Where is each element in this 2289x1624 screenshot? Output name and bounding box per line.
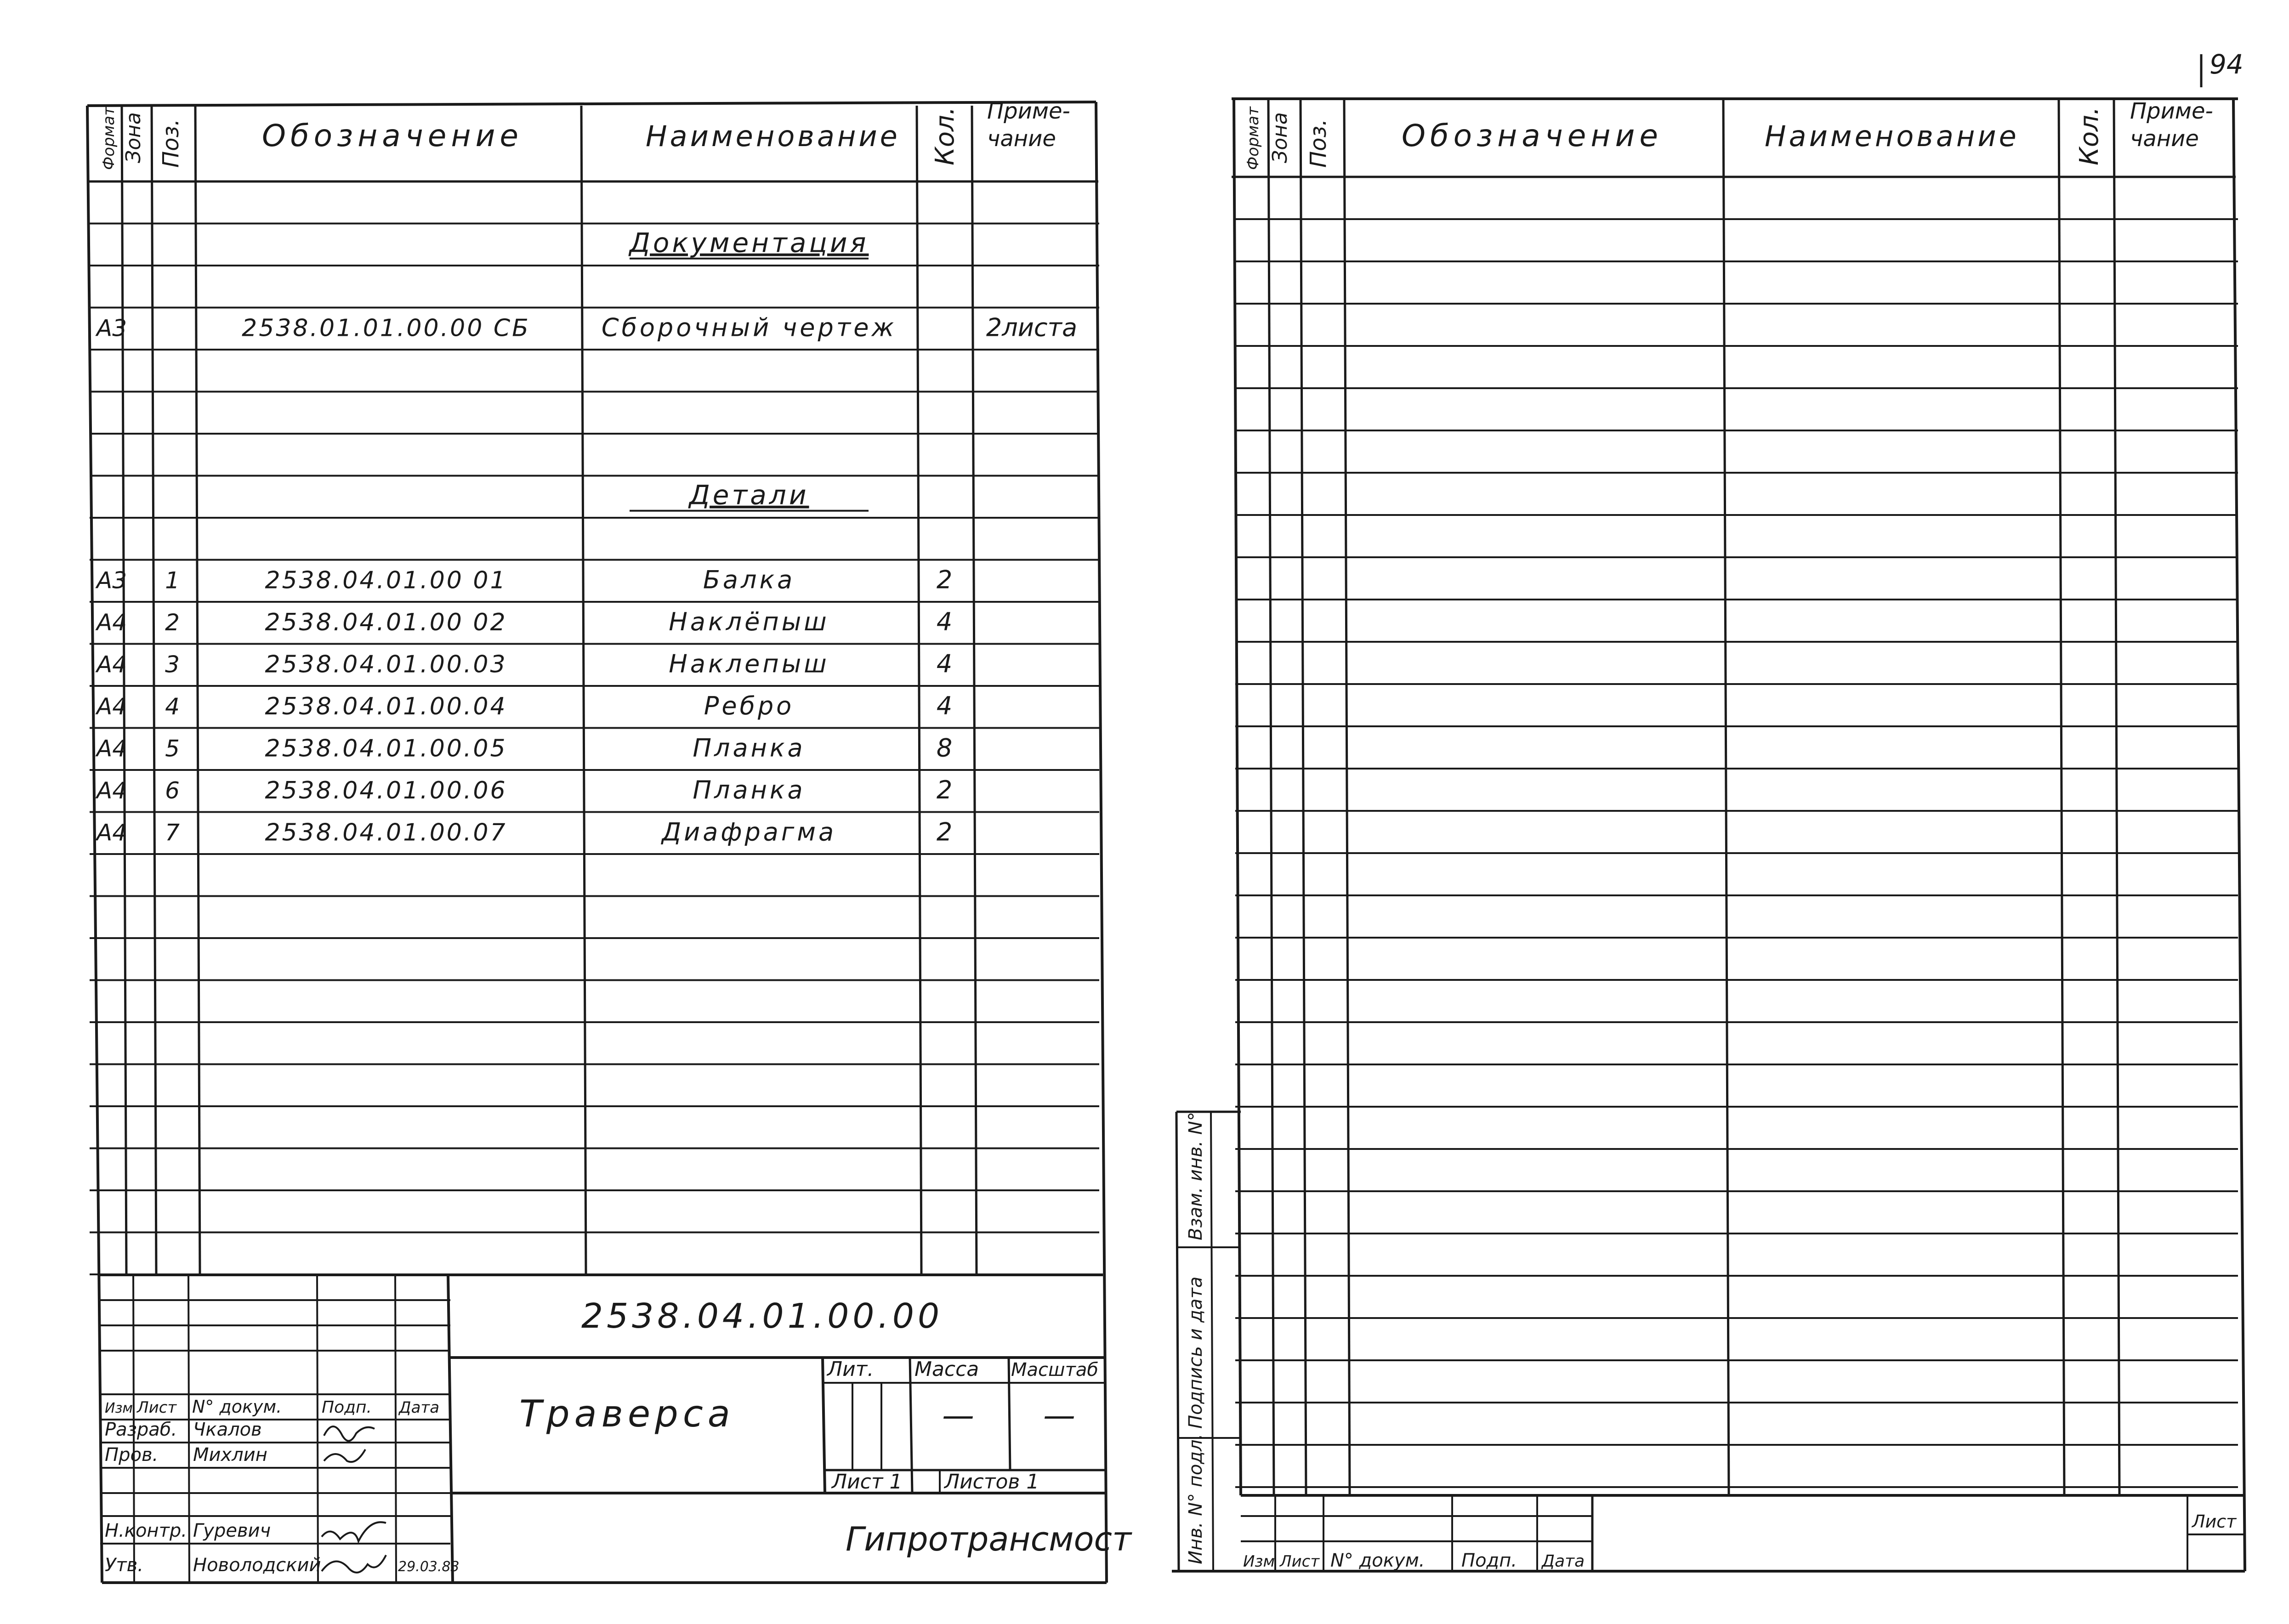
signatory-name: Гуревич <box>193 1520 271 1541</box>
cell-designation: 2538.04.01.00.05 <box>265 735 507 763</box>
tb-doc-no: N° докум. <box>192 1397 282 1417</box>
table-row <box>95 607 952 636</box>
tb-lit: Лит. <box>827 1358 874 1381</box>
organization: Гипротрансмост <box>846 1520 1132 1558</box>
cell-qty: 4 <box>936 649 953 679</box>
cell-format: А3 <box>97 315 127 342</box>
spec-rows <box>95 227 1077 847</box>
cell-pos: 2 <box>165 609 180 636</box>
tb-scale-value: — <box>1043 1397 1075 1434</box>
signatory-date: 29.03.83 <box>398 1559 460 1575</box>
right-header-name: Наименование <box>1765 119 2019 153</box>
cell-name: Наклёпыш <box>669 607 829 637</box>
table-row <box>95 650 952 679</box>
column-rule <box>1723 99 1729 1495</box>
right-header-note-line1: Приме- <box>2130 98 2213 124</box>
left-spec-sheet <box>87 98 1132 1583</box>
table-row <box>95 734 952 763</box>
right-tb-list: Лист <box>1280 1552 1320 1571</box>
cell-name: Диафрагма <box>661 817 837 847</box>
cell-designation: 2538.04.01.00.03 <box>265 651 507 679</box>
table-row <box>95 775 952 804</box>
cell-pos: 4 <box>165 693 180 720</box>
side-label-vzam: Взам. инв. N° <box>1185 1112 1206 1240</box>
column-rule <box>122 106 126 1275</box>
header-designation: Обозначение <box>262 118 523 153</box>
signatory-row <box>105 1520 271 1541</box>
right-tb-izm: Изм <box>1243 1552 1275 1571</box>
signatory-row <box>105 1419 262 1440</box>
header-note-line2: чание <box>987 126 1056 152</box>
tb-sheet: Лист 1 <box>832 1470 903 1494</box>
column-rule <box>917 106 921 1275</box>
right-tb-doc-no: N° докум. <box>1330 1550 1425 1571</box>
cell-qty: 2 <box>936 775 953 805</box>
cell-designation: 2538.04.01.00 01 <box>265 566 507 594</box>
cell-pos: 6 <box>165 777 180 804</box>
tb-scale: Масштаб <box>1011 1359 1099 1381</box>
cell-designation: 2538.01.01.00.00 СБ <box>242 314 530 342</box>
table-row <box>630 480 869 511</box>
tb-mass: Масса <box>914 1358 979 1381</box>
header-qty: Кол. <box>930 107 960 165</box>
cell-name: Сборочный чертеж <box>601 313 897 342</box>
document-title: Траверса <box>519 1392 735 1435</box>
right-header-note-line2: чание <box>2130 126 2199 152</box>
cell-format: А4 <box>97 651 127 678</box>
header-note-line1: Приме- <box>987 98 1070 124</box>
table-row <box>95 566 952 594</box>
side-stamp <box>1176 1112 1241 1571</box>
right-spec-sheet <box>1172 98 2245 1571</box>
cell-format: А4 <box>97 693 127 720</box>
tb-izm: Изм <box>105 1400 133 1416</box>
cell-qty: 4 <box>936 607 953 637</box>
side-label-inv: Инв. N° подл. <box>1185 1433 1206 1564</box>
column-rule <box>1268 99 1274 1495</box>
signature-2 <box>324 1449 365 1462</box>
table-row <box>95 313 1077 342</box>
header-zone: Зона <box>122 112 145 163</box>
cell-designation: 2538.04.01.00.04 <box>265 693 507 721</box>
cell-name: Планка <box>693 733 806 763</box>
cell-qty: 2 <box>936 817 953 847</box>
signatory-row <box>105 1444 267 1466</box>
cell-format: А4 <box>97 609 127 636</box>
cell-format: А4 <box>97 819 127 846</box>
right-header-format: Формат <box>1244 107 1262 170</box>
tb-mass-value: — <box>942 1397 974 1434</box>
right-row-rules <box>1235 219 2238 1487</box>
signatory-name: Чкалов <box>193 1419 262 1440</box>
cell-qty: 8 <box>936 733 953 763</box>
cell-note: 2листа <box>986 313 1078 342</box>
cell-format: А4 <box>97 777 127 804</box>
right-header-pos: Поз. <box>1306 119 1331 168</box>
cell-qty: 2 <box>936 565 953 594</box>
title-block <box>99 1275 1132 1583</box>
cell-designation: 2538.04.01.00.07 <box>265 819 507 847</box>
cell-name: Наклепыш <box>669 649 829 679</box>
tb-date: Дата <box>399 1398 440 1417</box>
table-row <box>95 691 952 720</box>
cell-pos: 5 <box>165 735 180 762</box>
cell-pos: 1 <box>165 567 180 594</box>
right-tb-sign: Подп. <box>1461 1550 1517 1571</box>
right-title-block <box>1241 1495 2245 1571</box>
cell-pos: 7 <box>165 819 180 846</box>
signature-3 <box>322 1522 386 1541</box>
right-header-qty: Кол. <box>2074 107 2104 165</box>
cell-name: Ребро <box>704 691 795 721</box>
right-header-zone: Зона <box>1268 112 1292 163</box>
cell-pos: 3 <box>165 651 180 678</box>
document-code: 2538.04.01.00.00 <box>581 1296 943 1336</box>
signatory-role: Н.контр. <box>105 1520 187 1541</box>
cell-format: А3 <box>97 567 127 594</box>
cell-designation: 2538.04.01.00 02 <box>265 609 507 637</box>
cell-name: Планка <box>693 775 806 805</box>
cell-qty: 4 <box>936 691 953 721</box>
signatory-row <box>105 1555 460 1576</box>
left-column-rules <box>122 106 977 1275</box>
page-number: 94 <box>2209 49 2244 80</box>
side-label-podp: Подпись и дата <box>1185 1276 1206 1429</box>
cell-name: Балка <box>703 565 795 594</box>
right-column-rules <box>1268 99 2119 1495</box>
cell-format: А4 <box>97 735 127 762</box>
right-tb-sheet: Лист <box>2192 1511 2237 1532</box>
header-name: Наименование <box>646 119 900 153</box>
signatory-role: Утв. <box>105 1555 143 1576</box>
header-pos: Поз. <box>158 119 184 168</box>
table-row <box>628 227 869 259</box>
column-rule <box>2114 99 2119 1495</box>
tb-sign: Подп. <box>322 1398 372 1417</box>
header-format: Формат <box>100 107 118 170</box>
signatory-name: Новолодский <box>193 1555 321 1576</box>
right-header-designation: Обозначение <box>1402 118 1663 153</box>
column-rule <box>195 106 200 1275</box>
signature-1 <box>324 1426 375 1441</box>
column-rule <box>972 106 977 1275</box>
section-heading: Детали <box>689 479 809 511</box>
column-rule <box>1301 99 1306 1495</box>
right-tb-date: Дата <box>1542 1552 1585 1571</box>
signatory-role: Пров. <box>105 1444 159 1466</box>
tb-sheets: Листов 1 <box>944 1470 1039 1494</box>
cell-designation: 2538.04.01.00.06 <box>265 777 507 805</box>
column-rule <box>152 106 156 1275</box>
column-rule <box>1344 99 1350 1495</box>
section-heading: Документация <box>629 227 869 259</box>
tb-list: Лист <box>137 1398 177 1417</box>
column-rule <box>581 106 586 1275</box>
signature-4 <box>322 1555 386 1573</box>
signatory-role: Разраб. <box>105 1419 177 1440</box>
column-rule <box>2059 99 2064 1495</box>
table-row <box>95 818 952 847</box>
signatory-name: Михлин <box>193 1444 267 1466</box>
